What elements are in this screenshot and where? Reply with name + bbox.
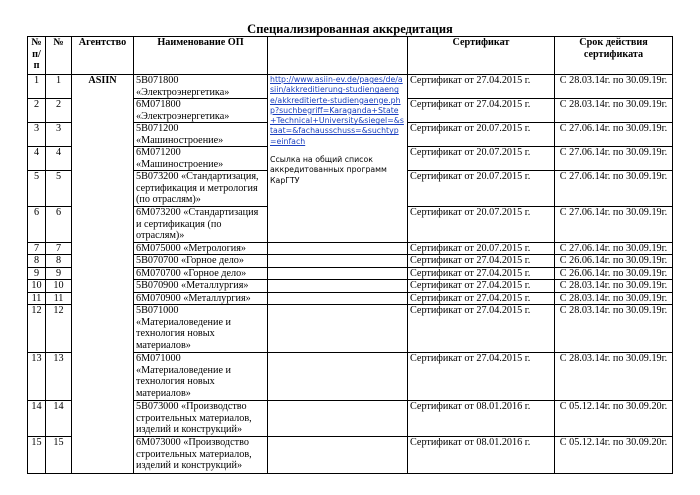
program-name: 6M073200 «Стандартизация и сертификация (по отраслям)» — [134, 207, 268, 243]
empty-cell — [268, 437, 408, 474]
certificate-date: Сертификат от 27.04.2015 г. — [408, 75, 555, 99]
row-number-a: 6 — [28, 207, 46, 243]
empty-cell — [268, 280, 408, 293]
program-name: 6M070900 «Металлургия» — [134, 292, 268, 305]
certificate-date: Сертификат от 20.07.2015 г. — [408, 207, 555, 243]
row-number-b: 5 — [46, 171, 72, 207]
validity-term: С 26.06.14г. по 30.09.19г. — [555, 255, 673, 268]
empty-cell — [268, 255, 408, 268]
table-row — [28, 75, 673, 99]
header-term: Срок действия сертификата — [555, 37, 673, 75]
validity-term: С 05.12.14г. по 30.09.20г. — [555, 401, 673, 437]
certificate-date: Сертификат от 27.04.2015 г. — [408, 99, 555, 123]
row-number-a: 4 — [28, 147, 46, 171]
program-name: 5B071200 «Машиностроение» — [134, 123, 268, 147]
empty-cell — [268, 305, 408, 353]
program-name: 5B073000 «Производство строительных материалов, изделий и конструкций» — [134, 401, 268, 437]
row-number-a: 5 — [28, 171, 46, 207]
row-number-b: 10 — [46, 280, 72, 293]
row-number-b: 13 — [46, 353, 72, 401]
row-number-b: 7 — [46, 242, 72, 255]
certificate-date: Сертификат от 20.07.2015 г. — [408, 242, 555, 255]
row-number-b: 4 — [46, 147, 72, 171]
validity-term: С 28.03.14г. по 30.09.19г. — [555, 99, 673, 123]
row-number-b: 12 — [46, 305, 72, 353]
row-number-b: 2 — [46, 99, 72, 123]
validity-term: С 28.03.14г. по 30.09.19г. — [555, 75, 673, 99]
certificate-date: Сертификат от 27.04.2015 г. — [408, 267, 555, 280]
program-name: 6M073000 «Производство строительных материалов, изделий и конструкций» — [134, 437, 268, 474]
empty-cell — [268, 292, 408, 305]
row-number-b: 15 — [46, 437, 72, 474]
program-name: 5B071800 «Электроэнергетика» — [134, 75, 268, 99]
certificate-date: Сертификат от 08.01.2016 г. — [408, 401, 555, 437]
page-title: Специализированная аккредитация — [247, 22, 453, 36]
row-number-a: 1 — [28, 75, 46, 99]
certificate-date: Сертификат от 20.07.2015 г. — [408, 147, 555, 171]
program-name: 6M075000 «Метрология» — [134, 242, 268, 255]
header-num-a: № п/п — [28, 37, 46, 75]
row-number-a: 10 — [28, 280, 46, 293]
row-number-b: 3 — [46, 123, 72, 147]
header-certificate: Сертификат — [408, 37, 555, 75]
certificate-date: Сертификат от 27.04.2015 г. — [408, 292, 555, 305]
validity-term: С 28.03.14г. по 30.09.19г. — [555, 305, 673, 353]
certificate-date: Сертификат от 27.04.2015 г. — [408, 280, 555, 293]
row-number-a: 14 — [28, 401, 46, 437]
link-cell — [268, 75, 408, 243]
row-number-b: 8 — [46, 255, 72, 268]
program-name: 5B070900 «Металлургия» — [134, 280, 268, 293]
validity-term: С 27.06.14г. по 30.09.19г. — [555, 147, 673, 171]
program-name: 5B071000 «Материаловедение и технология новых материалов» — [134, 305, 268, 353]
validity-term: С 26.06.14г. по 30.09.19г. — [555, 267, 673, 280]
program-name: 5B073200 «Стандартизация, сертификация и метрология (по отраслям)» — [134, 171, 268, 207]
row-number-b: 6 — [46, 207, 72, 243]
row-number-a: 8 — [28, 255, 46, 268]
header-num-b: № — [46, 37, 72, 75]
link-note: Ссылка на общий список аккредитованных программ КарГТУ — [270, 155, 387, 185]
validity-term: С 27.06.14г. по 30.09.19г. — [555, 123, 673, 147]
header-blank — [268, 37, 408, 75]
validity-term: С 05.12.14г. по 30.09.20г. — [555, 437, 673, 474]
program-name: 6M071800 «Электроэнергетика» — [134, 99, 268, 123]
validity-term: С 28.03.14г. по 30.09.19г. — [555, 292, 673, 305]
header-agency: Агентство — [72, 37, 134, 75]
row-number-a: 12 — [28, 305, 46, 353]
program-name: 6M071200 «Машиностроение» — [134, 147, 268, 171]
agency-cell: ASIIN — [72, 75, 134, 474]
header-row — [28, 37, 673, 75]
row-number-a: 11 — [28, 292, 46, 305]
empty-cell — [268, 242, 408, 255]
certificate-date: Сертификат от 27.04.2015 г. — [408, 255, 555, 268]
empty-cell — [268, 353, 408, 401]
row-number-a: 3 — [28, 123, 46, 147]
row-number-a: 13 — [28, 353, 46, 401]
row-number-b: 1 — [46, 75, 72, 99]
row-number-a: 15 — [28, 437, 46, 474]
row-number-b: 11 — [46, 292, 72, 305]
row-number-a: 7 — [28, 242, 46, 255]
row-number-a: 2 — [28, 99, 46, 123]
program-name: 6M070700 «Горное дело» — [134, 267, 268, 280]
certificate-date: Сертификат от 08.01.2016 г. — [408, 437, 555, 474]
asiin-list-link[interactable]: http://www.asiin-ev.de/pages/de/asiin/akkreditierung-studiengaenge/akkreditierte-studiengaenge.php?suchbegriff=Karaganda+State+Technical+University&siegel=&staat=&fachausschuss=&suchtyp=einfach — [270, 75, 404, 146]
validity-term: С 28.03.14г. по 30.09.19г. — [555, 353, 673, 401]
program-name: 5B070700 «Горное дело» — [134, 255, 268, 268]
row-number-a: 9 — [28, 267, 46, 280]
accreditation-table — [27, 36, 673, 474]
validity-term: С 27.06.14г. по 30.09.19г. — [555, 207, 673, 243]
empty-cell — [268, 401, 408, 437]
validity-term: С 27.06.14г. по 30.09.19г. — [555, 242, 673, 255]
certificate-date: Сертификат от 27.04.2015 г. — [408, 305, 555, 353]
program-name: 6M071000 «Материаловедение и технология новых материалов» — [134, 353, 268, 401]
certificate-date: Сертификат от 20.07.2015 г. — [408, 123, 555, 147]
validity-term: С 27.06.14г. по 30.09.19г. — [555, 171, 673, 207]
validity-term: С 28.03.14г. по 30.09.19г. — [555, 280, 673, 293]
header-program: Наименование ОП — [134, 37, 268, 75]
empty-cell — [268, 267, 408, 280]
row-number-b: 9 — [46, 267, 72, 280]
certificate-date: Сертификат от 27.04.2015 г. — [408, 353, 555, 401]
certificate-date: Сертификат от 20.07.2015 г. — [408, 171, 555, 207]
row-number-b: 14 — [46, 401, 72, 437]
